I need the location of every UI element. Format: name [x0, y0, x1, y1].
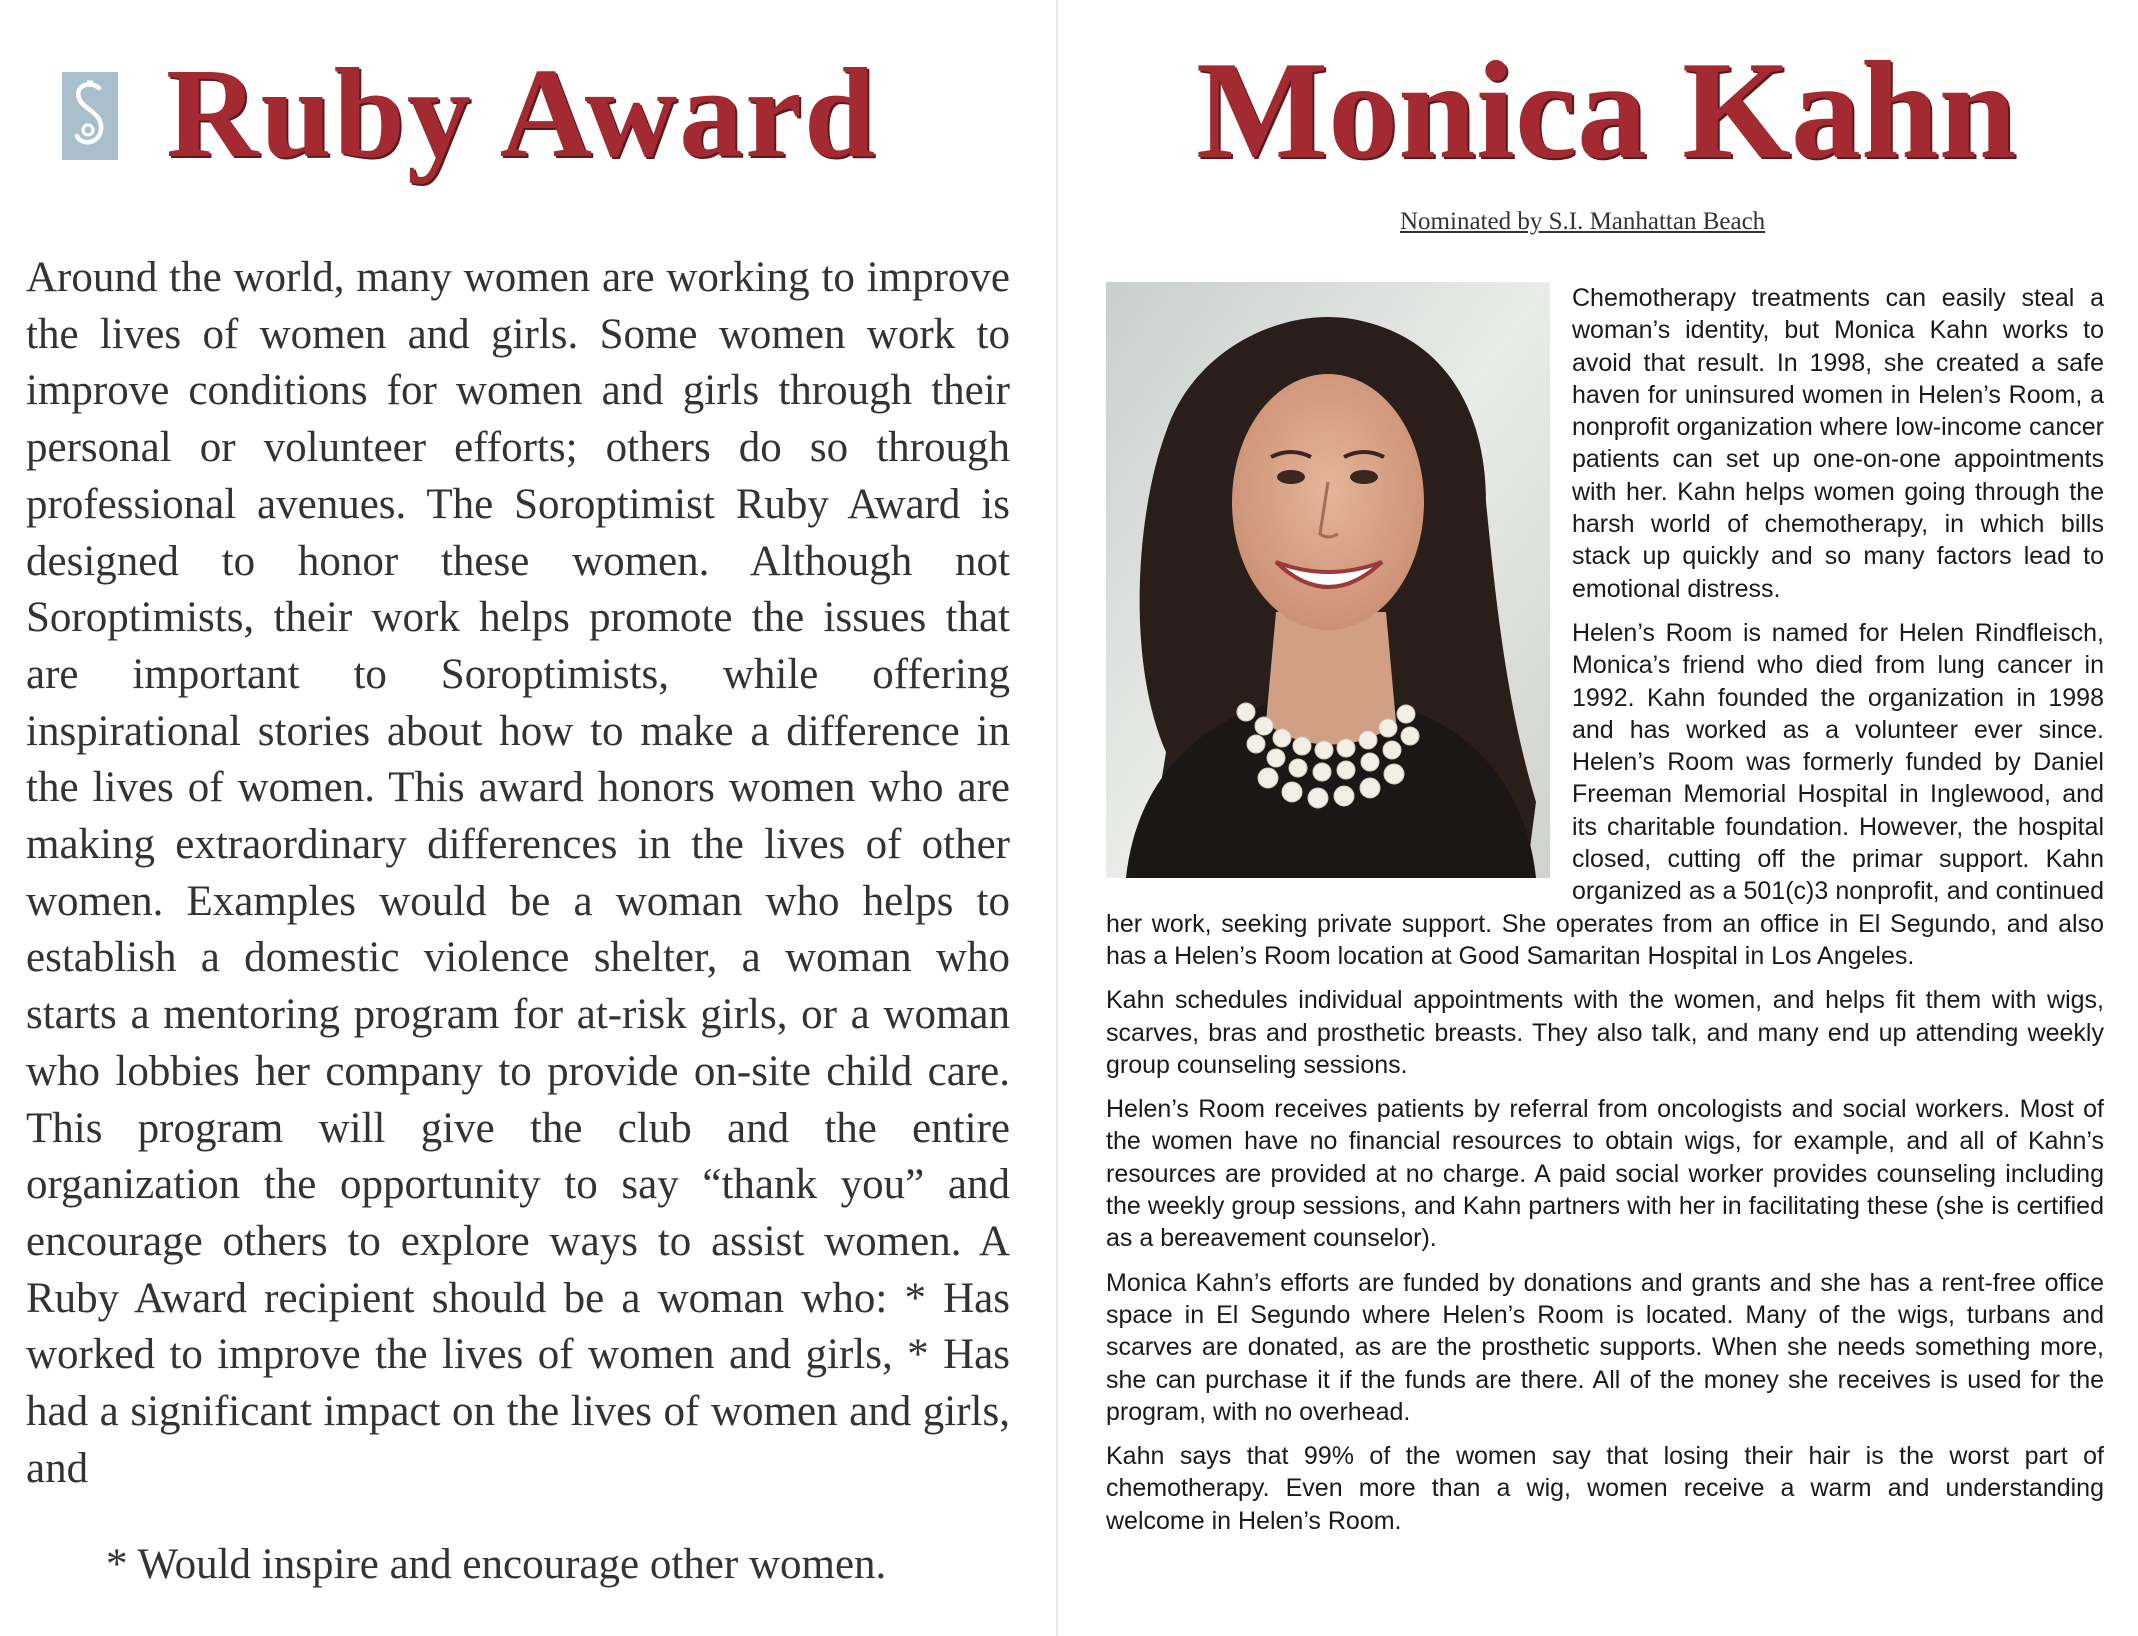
portrait-woman-icon	[1106, 282, 1550, 878]
ruby-award-title: Ruby Award	[166, 42, 878, 184]
soroptimist-s-logo-icon	[69, 78, 111, 154]
honoree-name-title: Monica Kahn	[1196, 33, 2017, 188]
article-paragraph-5: Monica Kahn’s efforts are funded by donations and grants and she has a rent-free office space in El Segundo where Helen’s Room is located. Many of the wigs, turbans and scarves are donated, as are the prosthetic supports. When she needs something more, she can purchase it if the funds are there. All of the money she receives is used for the program, with no overhead.	[1106, 1268, 2104, 1426]
article-paragraph-1: Chemotherapy treatments can easily steal a woman’s identity, but Monica Kahn works to avoid that result. In 1998, she created a safe haven for uninsured women in Helen’s Room, a nonprofit organization where low-income cancer patients can set up one-on-one appointments with her. Kahn helps women going through the harsh world of chemotherapy, in which bills stack up quickly and so many factors lead to emotional distress.	[1572, 284, 2104, 603]
article-paragraph-2: Helen’s Room is named for Helen Rindfleisch, Monica’s friend who died from lung cancer in 1992. Kahn founded the organization in 1998 and has worked as a volunteer ever since. Helen’s Room was formerly funded by Daniel Freeman Memorial Hospital in Inglewood, and its charitable foundation. However, the hospital closed, cutting off the primar support. Kahn organized as a 501(c)3 nonprofit, and continued her work, seeking private support. She operates from an office in El Segundo, and also has a Helen’s Room location at Good Samaritan Hospital in Los Angeles.	[1106, 618, 2104, 970]
page-fold	[1056, 0, 1058, 1636]
article-paragraph-6: Kahn says that 99% of the women say that losing their hair is the worst part of chemotherapy. Even more than a wig, women receive a warm and understanding welcome in Helen’s Room.	[1106, 1442, 2104, 1535]
article-paragraph-3: Kahn schedules individual appointments with the women, and helps fit them with wigs, scarves, bras and prosthetic breasts. They also talk, and many end up attending weekly group counseling sessions.	[1106, 986, 2104, 1079]
ruby-award-description: Around the world, many women are working to improve the lives of women and girls. Some women work to improve conditions for women and girls through their personal or volunteer efforts; others do so through professional avenues. The Soroptimist Ruby Award is designed to honor these women. Although not Soroptimists, their work helps promote the issues that are important to Soroptimists, while offering inspirational stories about how to make a difference in the lives of women. This award honors women who are making extraordinary differences in the lives of other women. Examples would be a woman who helps to establish a domestic violence shelter, a woman who starts a mentoring program for at-risk girls, or a woman who lobbies her company to provide on-site child care. This program will give the club and the entire organization the opportunity to say “thank you” and encourage others to explore ways to assist women. A Ruby Award recipient should be a woman who: * Has worked to improve the lives of women and girls, * Has had a significant impact on the lives of women and girls, and	[26, 254, 1010, 1492]
soroptimist-logo	[62, 72, 118, 160]
honoree-article	[1106, 282, 2104, 1549]
article-paragraph-4: Helen’s Room receives patients by referral from oncologists and social workers. Most of the women have no financial resources to obtain wigs, for example, and all of Kahn’s resources are provided at no charge. A paid social worker provides counseling including the weekly group sessions, and Kahn partners with her in facilitating these (she is certified as a bereavement counselor).	[1106, 1095, 2104, 1253]
ruby-award-closing-criterion: * Would inspire and encourage other women.	[106, 1541, 887, 1588]
honoree-portrait-photo	[1106, 282, 1550, 878]
nominated-by-line: Nominated by S.I. Manhattan Beach	[1400, 208, 1766, 235]
